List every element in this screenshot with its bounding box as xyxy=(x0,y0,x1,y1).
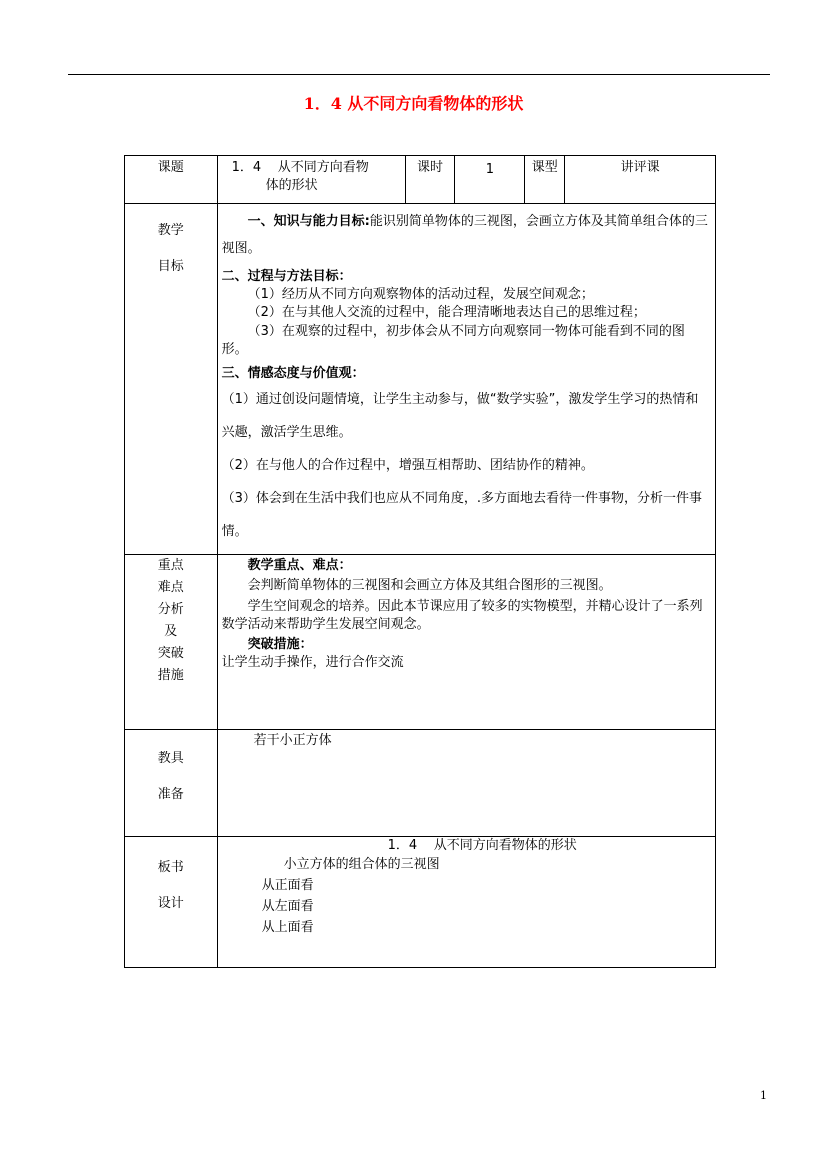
goals-s1-text: 能识别简单物体的三视图，会画立方体及其简单组合体的三视图。 xyxy=(221,214,708,256)
goals-row xyxy=(125,204,716,555)
goals-label-1: 教学 xyxy=(157,223,184,238)
key-points-label-1: 重点 xyxy=(157,558,184,574)
periods-label: 课时 xyxy=(405,156,455,204)
periods-value xyxy=(455,156,525,204)
board-view-left: 从左面看 xyxy=(261,899,314,915)
goals-s2-item-1: （1）经历从不同方向观察物体的活动过程，发展空间观念； xyxy=(247,287,594,303)
goals-s1-heading: 一、知识与能力目标: xyxy=(247,214,370,229)
page-title: 1．4 从不同方向看物体的形状 xyxy=(303,94,524,113)
board-content xyxy=(217,837,715,968)
board-label-2: 设计 xyxy=(157,896,184,912)
key-points-label-5: 突破 xyxy=(157,646,184,662)
goals-s3-item-1: （1）通过创设问题情境，让学生主动参与，做“数学实验”，激发学生学习的热情和兴趣，激活学生思维。 xyxy=(221,392,699,441)
board-row xyxy=(125,837,716,968)
topic-line-2: 体的形状 xyxy=(265,178,318,194)
measures-heading: 突破措施： xyxy=(247,636,313,652)
key-points-label-3: 分析 xyxy=(157,602,184,618)
board-view-top: 从上面看 xyxy=(261,920,314,936)
key-points-heading: 教学重点、难点： xyxy=(247,558,352,574)
key-points-label-2: 难点 xyxy=(157,580,184,596)
key-points-label-4: 及 xyxy=(164,624,178,640)
key-points-label-cell xyxy=(125,555,218,730)
key-points-p2: 学生空间观念的培养。因此本节课应用了较多的实物模型，并精心设计了一系列数学活动来帮助学生发展空间观念。 xyxy=(221,598,703,632)
goals-label-cell xyxy=(125,204,218,555)
topic-label: 课题 xyxy=(125,156,218,204)
page-number: 1 xyxy=(760,1089,767,1102)
goals-s2-item-3: （3）在观察的过程中，初步体会从不同方向观察同一物体可能看到不同的图形。 xyxy=(221,323,685,357)
teaching-aids-row xyxy=(125,730,716,837)
key-points-row xyxy=(125,555,716,730)
goals-s3-heading: 三、情感态度与价值观： xyxy=(221,365,365,381)
header-row xyxy=(125,156,716,204)
key-points-label-6: 措施 xyxy=(157,668,184,684)
goals-s2-heading: 二、过程与方法目标： xyxy=(221,269,352,284)
type-value: 讲评课 xyxy=(565,156,716,204)
goals-label-2: 目标 xyxy=(157,259,184,275)
board-subtitle: 小立方体的组合体的三视图 xyxy=(283,857,440,873)
lesson-plan-table xyxy=(124,155,716,968)
board-label-cell xyxy=(125,837,218,968)
teaching-aids-label-cell xyxy=(125,730,218,837)
board-title: 1．4 从不同方向看物体的形状 xyxy=(387,838,577,854)
teaching-aids-label-1: 教具 xyxy=(157,751,184,767)
header-rule xyxy=(68,74,770,75)
periods-number: 1 xyxy=(485,162,495,177)
goals-s3-item-2: （2）在与他人的合作过程中，增强互相帮助、团结协作的精神。 xyxy=(221,458,594,474)
topic-value xyxy=(217,156,405,204)
goals-s3-item-3: （3）体会到在生活中我们也应从不同角度，.多方面地去看待一件事物，分析一件事情。 xyxy=(221,491,703,540)
goals-content xyxy=(217,204,715,555)
type-label: 课型 xyxy=(525,156,565,204)
key-points-content xyxy=(217,555,715,730)
topic-line-1: 1．4 从不同方向看物 xyxy=(231,160,369,175)
goals-section-1 xyxy=(222,208,709,262)
measures-text: 让学生动手操作，进行合作交流 xyxy=(221,655,404,671)
teaching-aids-content xyxy=(217,730,715,837)
board-view-front: 从正面看 xyxy=(261,878,314,894)
board-label-1: 板书 xyxy=(157,860,184,876)
goals-s2-item-2: （2）在与其他人交流的过程中，能合理清晰地表达自己的思维过程； xyxy=(247,305,646,321)
key-points-p1: 会判断简单物体的三视图和会画立方体及其组合图形的三视图。 xyxy=(247,578,612,594)
teaching-aids-text: 若干小正方体 xyxy=(253,733,332,749)
teaching-aids-label-2: 准备 xyxy=(157,787,184,803)
